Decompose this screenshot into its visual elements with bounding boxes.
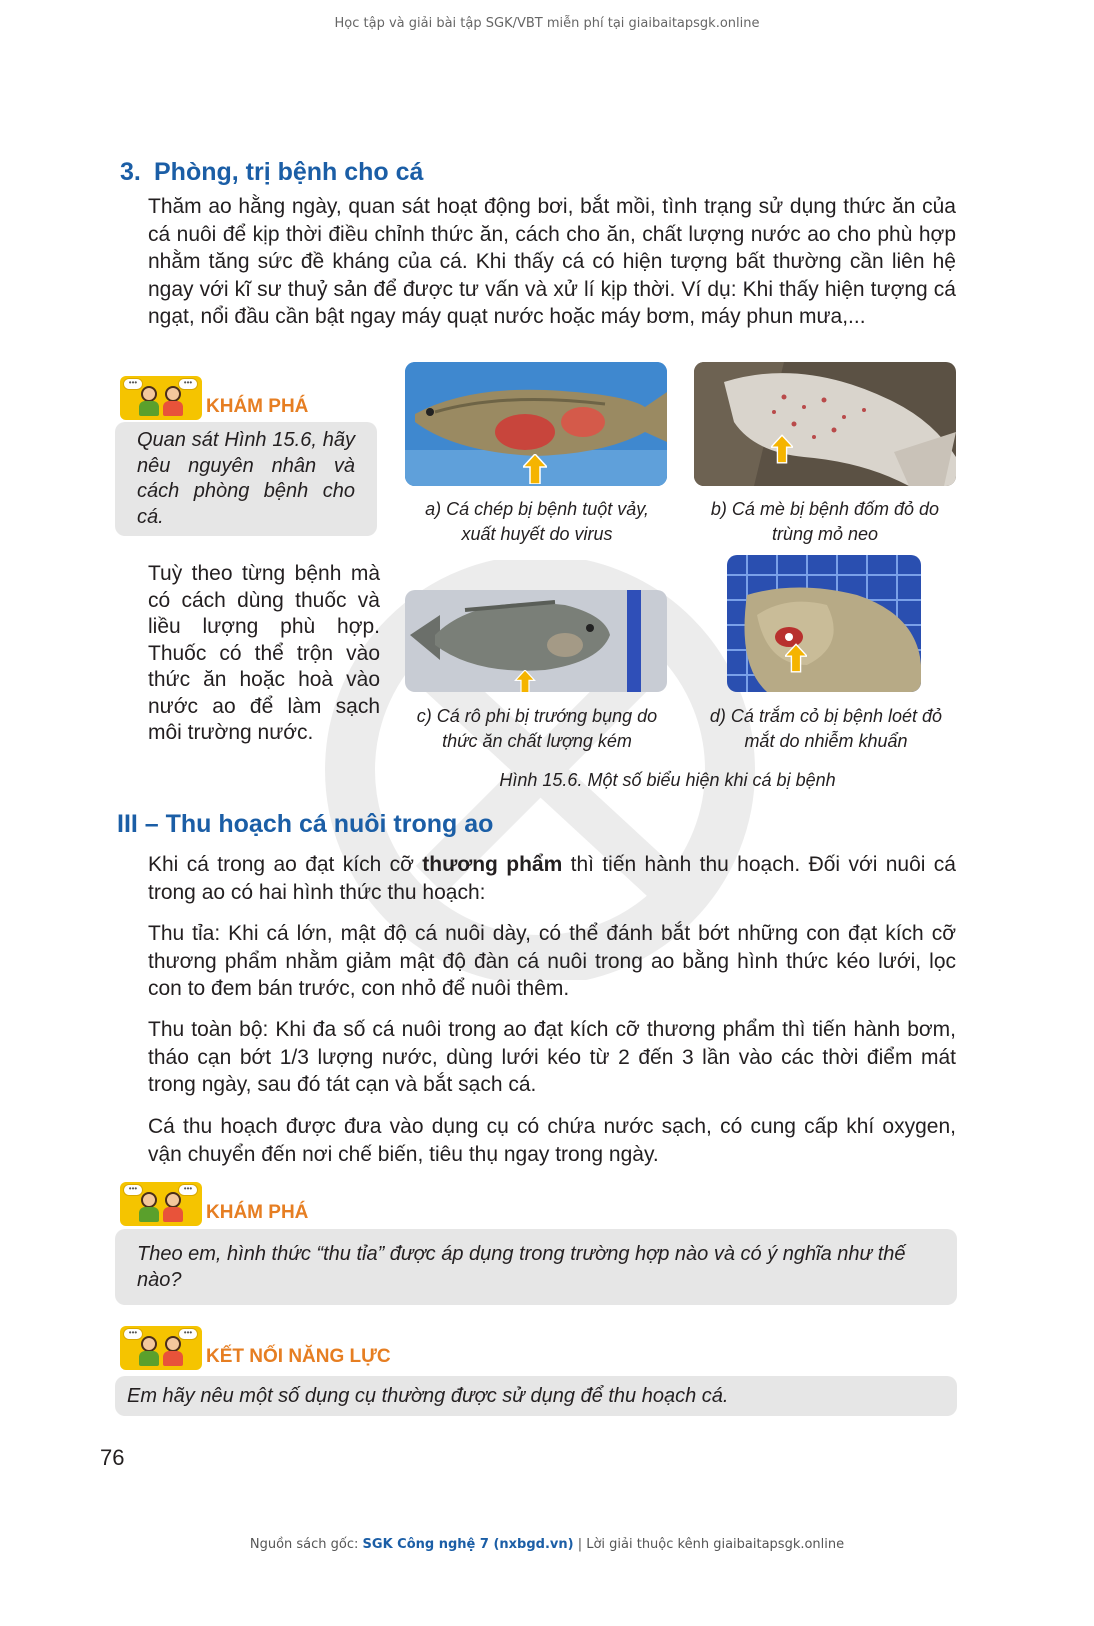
explore-question-2-text: Theo em, hình thức “thu tỉa” được áp dụng trong trường hợp nào và có ý nghĩa như thế nào? bbox=[137, 1243, 906, 1291]
section-III-p1-part1: Khi cá trong ao đạt kích cỡ bbox=[148, 853, 423, 876]
connect-label: KẾT NỐI NĂNG LỰC bbox=[206, 1346, 391, 1367]
photo-grass-carp bbox=[727, 555, 921, 692]
footer-note bbox=[0, 1537, 1094, 1552]
footer-prefix: Nguồn sách gốc: bbox=[249, 1537, 363, 1552]
explore-question-1-text: Quan sát Hình 15.6, hãy nêu nguyên nhân và cách phòng bệnh cho cá. bbox=[137, 429, 355, 528]
section-III-heading: III – Thu hoạch cá nuôi trong ao bbox=[117, 810, 494, 838]
connect-question bbox=[115, 1376, 957, 1416]
explore-label-2: KHÁM PHÁ bbox=[206, 1202, 309, 1223]
section-III-p2: Thu tỉa: Khi cá lớn, mật độ cá nuôi dày, có thể đánh bắt bớt những con đạt kích cỡ thương phẩm nhằm giảm mật độ đàn cá nuôi trong ao bằng hình thức kéo lưới, lọc con to đem bán trước, con nhỏ để nuôi thêm. bbox=[148, 922, 956, 1000]
caption-d: d) Cá trắm cỏ bị bệnh loét đỏ mắt do nhiễm khuẩn bbox=[709, 706, 943, 751]
arrow-up-icon bbox=[523, 454, 547, 484]
section-III-p1-part2: thì tiến hành thu hoạch. Đối với nuôi cá trong ao có hai hình thức thu hoạch: bbox=[148, 853, 956, 904]
section-III-p3: Thu toàn bộ: Khi đa số cá nuôi trong ao đạt kích cỡ thương phẩm thì tiến hành bơm, tháo cạn bớt 1/3 lượng nước, dùng lưới kéo từ 2 đến 3 lần vào các thời điểm mát trong ngày, sau đó tát cạn và bắt sạch cá. bbox=[148, 1018, 956, 1096]
section-III-p1 bbox=[148, 851, 956, 906]
explore-badge-1 bbox=[120, 376, 320, 420]
caption-c: c) Cá rô phi bị trướng bụng do thức ăn chất lượng kém bbox=[416, 706, 658, 751]
kids-discussion-icon: ••• ••• bbox=[120, 376, 202, 420]
connect-badge bbox=[120, 1326, 420, 1370]
caption-b: b) Cá mè bị bệnh đốm đỏ do trùng mỏ neo bbox=[710, 499, 940, 544]
kids-discussion-icon: ••• ••• bbox=[120, 1326, 202, 1370]
explore-question-1 bbox=[115, 422, 377, 536]
arrow-up-icon bbox=[785, 643, 807, 673]
photo-tilapia bbox=[405, 590, 667, 692]
arrow-up-icon bbox=[514, 670, 536, 692]
header-note: Học tập và giải bài tập SGK/VBT miễn phí tại giaibaitapsgk.online bbox=[334, 16, 760, 31]
explore-question-2 bbox=[115, 1229, 957, 1305]
photo-silver-carp bbox=[694, 362, 956, 486]
section-III-p4: Cá thu hoạch được đưa vào dụng cụ có chứa nước sạch, có cung cấp khí oxygen, vận chuyển đến nơi chế biến, tiêu thụ ngay trong ngày. bbox=[148, 1115, 956, 1166]
caption-a: a) Cá chép bị bệnh tuột vảy, xuất huyết do virus bbox=[425, 499, 649, 544]
page-number: 76 bbox=[100, 1445, 125, 1470]
photo-common-carp bbox=[405, 362, 667, 486]
arrow-up-icon bbox=[771, 434, 793, 464]
explore-label-1: KHÁM PHÁ bbox=[206, 396, 309, 417]
explore-badge-2 bbox=[120, 1182, 320, 1226]
section-3-number: 3. bbox=[120, 158, 141, 186]
figure-title: Hình 15.6. Một số biểu hiện khi cá bị bệnh bbox=[499, 770, 836, 790]
footer-source-link[interactable]: SGK Công nghệ 7 (nxbgd.vn) bbox=[362, 1537, 574, 1552]
connect-question-text: Em hãy nêu một số dụng cụ thường được sử dụng để thu hoạch cá. bbox=[127, 1385, 729, 1407]
section-3-title: Phòng, trị bệnh cho cá bbox=[154, 158, 424, 186]
kids-discussion-icon: ••• ••• bbox=[120, 1182, 202, 1226]
section-III-p1-bold: thương phẩm bbox=[422, 853, 563, 876]
section-3-body: Thăm ao hằng ngày, quan sát hoạt động bơi, bắt mồi, tình trạng sử dụng thức ăn của cá nuôi để kịp thời điều chỉnh thức ăn, cách cho ăn, chất lượng nước ao cho phù hợp nhằm tăng sức đề kháng của cá. Khi thấy cá có hiện tượng bất thường cần liên hệ ngay với kĩ sư thuỷ sản để được tư vấn và xử lí kịp thời. Ví dụ: Khi thấy hiện tượng cá ngạt, nổi đầu cần bật ngay máy quạt nước hoặc máy bơm, máy phun mưa,... bbox=[148, 195, 956, 328]
footer-suffix: | Lời giải thuộc kênh giaibaitapsgk.online bbox=[573, 1537, 845, 1552]
section-3-heading bbox=[120, 158, 423, 187]
treatment-text: Tuỳ theo từng bệnh mà có cách dùng thuốc và liều lượng phù hợp. Thuốc có thể trộn vào thức ăn hoặc hoà vào nước ao để làm sạch môi trường nước. bbox=[148, 562, 380, 744]
